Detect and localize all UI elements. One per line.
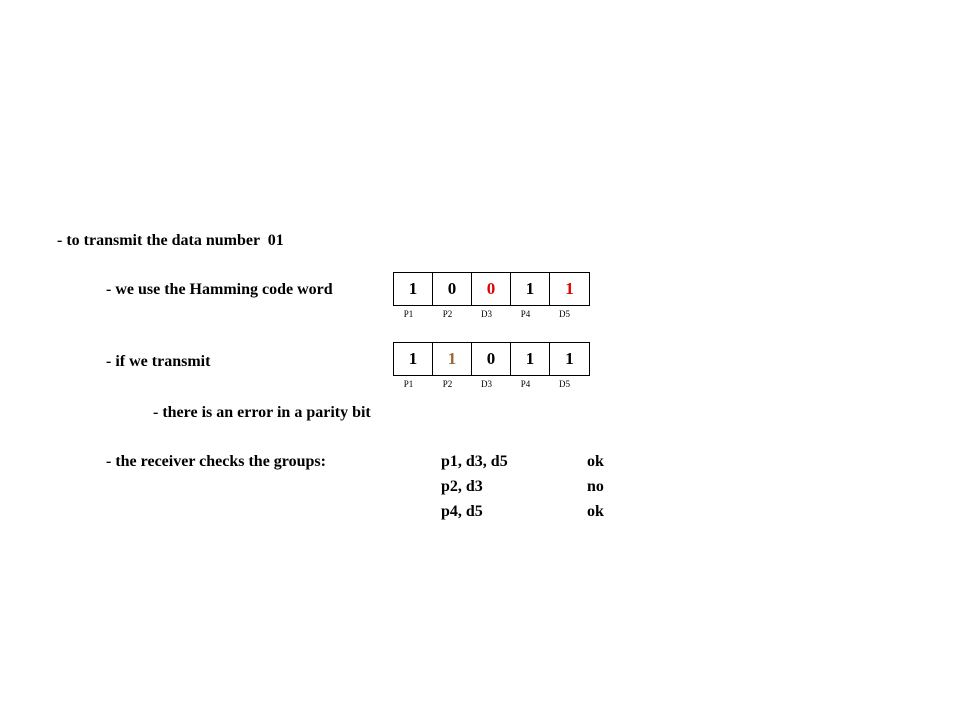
transmitted-bit-p4: 1 [511, 343, 550, 375]
codeword-bit-p1: 1 [394, 273, 433, 305]
label-p4: P4 [520, 309, 531, 319]
label-d5: D5 [559, 309, 570, 319]
transmitted-bit-d3: 0 [472, 343, 511, 375]
transmitted-labels [389, 379, 584, 389]
label-p2: P2 [442, 309, 453, 319]
check-result-1: ok [587, 453, 604, 470]
codeword-box [393, 272, 590, 306]
check-group-1: p1, d3, d5 [441, 453, 508, 470]
codeword-bit-d3: 0 [472, 273, 511, 305]
codeword-labels [389, 309, 584, 319]
statement-parity-error: - there is an error in a parity bit [153, 404, 371, 421]
label-d5: D5 [559, 379, 570, 389]
statement-receiver-checks: - the receiver checks the groups: [106, 453, 326, 470]
transmitted-bit-p1: 1 [394, 343, 433, 375]
label-p1: P1 [403, 379, 414, 389]
check-result-3: ok [587, 503, 604, 520]
codeword-bit-p4: 1 [511, 273, 550, 305]
transmitted-bit-p2: 1 [433, 343, 472, 375]
statement-hamming-code-word: - we use the Hamming code word [106, 281, 333, 298]
statement-if-we-transmit: - if we transmit [106, 353, 211, 370]
label-p1: P1 [403, 309, 414, 319]
codeword-bit-d5: 1 [565, 279, 574, 298]
label-p4: P4 [520, 379, 531, 389]
statement-transmit-data: - to transmit the data number 01 [57, 232, 284, 249]
label-d3: D3 [481, 379, 492, 389]
codeword-bit-p2: 0 [433, 273, 472, 305]
check-result-2: no [587, 478, 604, 495]
label-p2: P2 [442, 379, 453, 389]
label-d3: D3 [481, 309, 492, 319]
transmitted-bit-d5: 1 [565, 349, 574, 368]
check-group-3: p4, d5 [441, 503, 483, 520]
transmitted-box [393, 342, 590, 376]
check-group-2: p2, d3 [441, 478, 483, 495]
